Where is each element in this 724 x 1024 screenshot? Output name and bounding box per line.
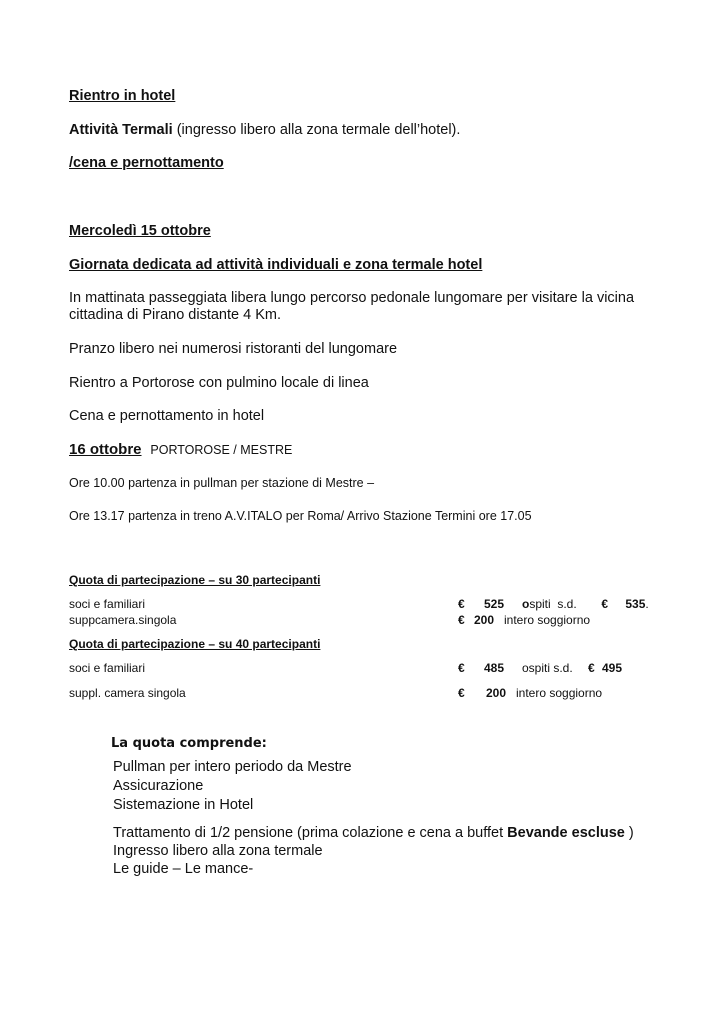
bevande-escluse: Bevande escluse	[507, 825, 625, 841]
heading-rientro-hotel: Rientro in hotel	[69, 88, 176, 104]
price-value: 485	[484, 661, 505, 675]
day15-line2: Pranzo libero nei numerosi ristoranti del lungomare	[69, 341, 398, 357]
quota30-row1-label: soci e familiari	[69, 597, 146, 611]
day16-line2: Ore 13.17 partenza in treno A.V.ITALO per Roma/ Arrivo Stazione Termini ore 17.05	[69, 509, 532, 523]
heading-cena-pernottamento: /cena e pernottamento	[69, 155, 224, 171]
quota40-row1-label: soci e familiari	[69, 661, 146, 675]
includes-item: Assicurazione	[113, 778, 204, 794]
day16-date: 16 ottobre	[69, 441, 142, 458]
quota40-row2-label: suppl. camera singola	[69, 686, 186, 700]
quota40-title: Quota di partecipazione – su 40 partecipanti	[69, 637, 321, 651]
day15-line4: Cena e pernottamento in hotel	[69, 408, 265, 424]
subheading-day15: Giornata dedicata ad attività individuali e zona termale hotel	[69, 257, 483, 273]
includes-item: Sistemazione in Hotel	[113, 797, 254, 813]
quota30-title: Quota di partecipazione – su 30 partecipanti	[69, 573, 321, 587]
includes-item: Pullman per intero periodo da Mestre	[113, 759, 352, 775]
price-value: 200	[474, 613, 495, 627]
includes-title: La quota comprende:	[111, 736, 267, 751]
quota40-row2-price: € 200 intero soggiorno	[458, 686, 603, 700]
attivita-termali-line	[69, 122, 460, 138]
day15-line1a: In mattinata passeggiata libera lungo percorso pedonale lungomare per visitare la vicina	[69, 290, 635, 306]
attivita-text: (ingresso libero alla zona termale dell’hotel).	[172, 122, 461, 138]
price-value: 200	[486, 686, 507, 700]
heading-day15: Mercoledì 15 ottobre	[69, 223, 211, 239]
day15-line1b: cittadina di Pirano distante 4 Km.	[69, 307, 281, 323]
guest-price-value: 495	[602, 661, 623, 675]
price-value: 525	[484, 597, 505, 611]
quota30-row1-price: € 525 ospiti s.d. € 535.	[458, 597, 649, 611]
attivita-label: Attività Termali	[69, 122, 173, 138]
includes-trattamento: Trattamento di 1/2 pensione (prima colazione e cena a buffet Bevande escluse )	[113, 825, 634, 841]
guest-price-value: 535	[625, 597, 646, 611]
includes-guide: Le guide – Le mance-	[113, 861, 254, 877]
day15-line3: Rientro a Portorose con pulmino locale di linea	[69, 375, 369, 391]
quota30-row2-price: € 200 intero soggiorno	[458, 613, 591, 627]
day16-route: PORTOROSE / MESTRE	[150, 443, 293, 457]
includes-ingresso: Ingresso libero alla zona termale	[113, 843, 323, 859]
day16-heading	[69, 441, 292, 459]
quota40-row1-price: € 485 ospiti s.d. € 495	[458, 661, 623, 675]
day16-line1: Ore 10.00 partenza in pullman per stazione di Mestre –	[69, 476, 375, 490]
quota30-row2-label: suppcamera.singola	[69, 613, 177, 627]
